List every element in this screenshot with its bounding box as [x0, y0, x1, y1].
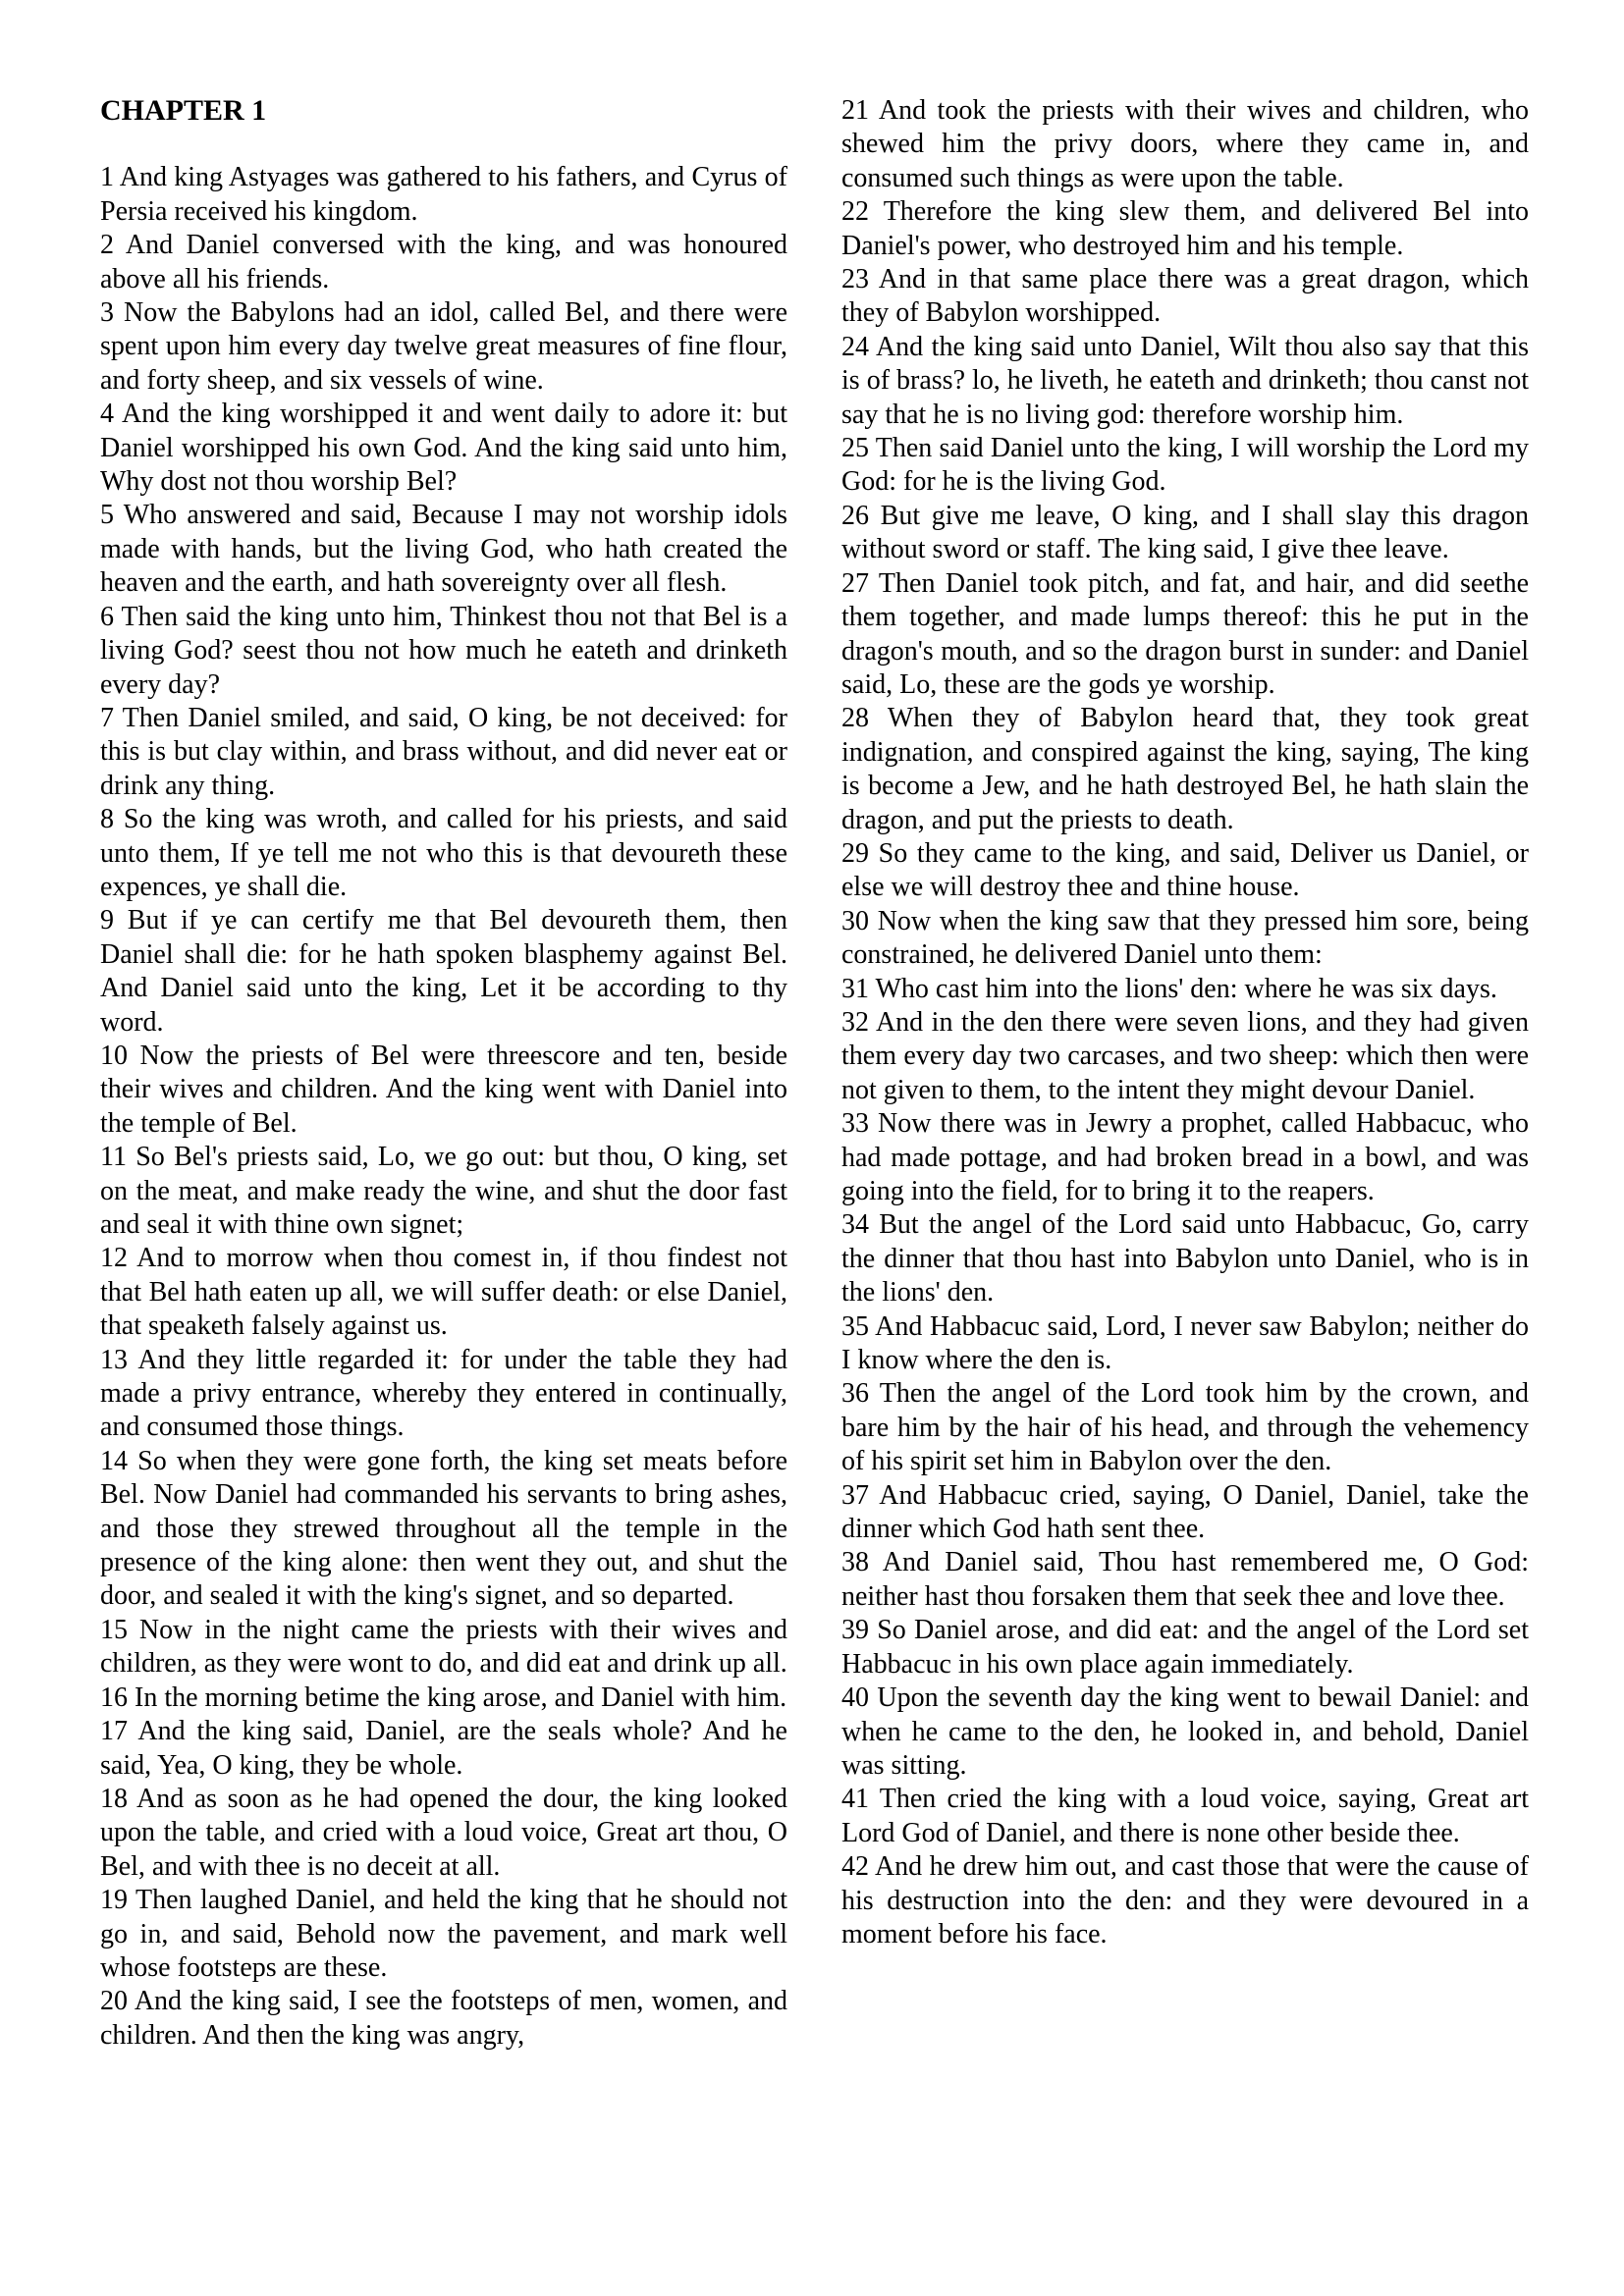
verse-19: 19 Then laughed Daniel, and held the king that he should not go in, and said, Behold now the pavement, and mark well whose footsteps are these. [100, 1885, 787, 1983]
verse-28: 28 When they of Babylon heard that, they took great indignation, and conspired against the king, saying, The king is become a Jew, and he hath destroyed Bel, he hath slain the dragon, and put the priests to death. [841, 703, 1529, 835]
verse-24: 24 And the king said unto Daniel, Wilt thou also say that this is of brass? lo, he liveth, he eateth and drinketh; thou canst not say that he is no living god: therefore worship him. [841, 331, 1529, 430]
verse-20: 20 And the king said, I see the footsteps of men, women, and children. And then the king was angry, [100, 1986, 787, 2051]
verse-1: 1 And king Astyages was gathered to his fathers, and Cyrus of Persia received his kingdom. [100, 162, 787, 227]
verse-25: 25 Then said Daniel unto the king, I will worship the Lord my God: for he is the living God. [841, 433, 1529, 498]
verse-31: 31 Who cast him into the lions' den: where he was six days. [841, 973, 1497, 1004]
verse-9: 9 But if ye can certify me that Bel devoureth them, then Daniel shall die: for he hath spoken blasphemy against Bel. And Daniel said unto the king, Let it be according to thy word. [100, 905, 787, 1038]
verse-18: 18 And as soon as he had opened the dour, the king looked upon the table, and cried with a loud voice, Great art thou, O Bel, and with thee is no deceit at all. [100, 1783, 787, 1882]
right-column [841, 94, 1529, 1951]
verse-27: 27 Then Daniel took pitch, and fat, and hair, and did seethe them together, and made lumps thereof: this he put in the dragon's mouth, and so the dragon burst in sunder: and Daniel said, Lo, these are the gods ye worship. [841, 567, 1529, 700]
verse-14: 14 So when they were gone forth, the king set meats before Bel. Now Daniel had commanded his servants to bring ashes, and those they strewed throughout all the temple in the presence of the king alone: then went they out, and shut the door, and sealed it with the king's signet, and so departed. [100, 1445, 787, 1612]
verse-6: 6 Then said the king unto him, Thinkest thou not that Bel is a living God? seest thou not how much he eateth and drinketh every day? [100, 601, 787, 700]
verse-42: 42 And he drew him out, and cast those that were the cause of his destruction into the den: and they were devoured in a moment before his face. [841, 1851, 1529, 1949]
verse-17: 17 And the king said, Daniel, are the seals whole? And he said, Yea, O king, they be whole. [100, 1716, 787, 1781]
verse-37: 37 And Habbacuc cried, saying, O Daniel, Daniel, take the dinner which God hath sent thee. [841, 1479, 1529, 1545]
verse-7: 7 Then Daniel smiled, and said, O king, be not deceived: for this is but clay within, and brass without, and did never eat or drink any thing. [100, 702, 787, 801]
verse-8: 8 So the king was wroth, and called for his priests, and said unto them, If ye tell me not who this is that devoureth these expences, ye shall die. [100, 804, 787, 902]
verse-41: 41 Then cried the king with a loud voice, saying, Great art Lord God of Daniel, and there is none other beside thee. [841, 1784, 1529, 1848]
verse-16: 16 In the morning betime the king arose, and Daniel with him. [100, 1682, 787, 1713]
left-column [100, 94, 787, 2053]
verse-22: 22 Therefore the king slew them, and delivered Bel into Daniel's power, who destroyed him and his temple. [841, 196, 1529, 261]
verse-13: 13 And they little regarded it: for under the table they had made a privy entrance, whereby they entered in continually, and consumed those things. [100, 1344, 787, 1443]
verse-2: 2 And Daniel conversed with the king, and was honoured above all his friends. [100, 230, 787, 294]
verse-10: 10 Now the priests of Bel were threescore and ten, beside their wives and children. And the king went with Daniel into the temple of Bel. [100, 1040, 787, 1139]
verse-36: 36 Then the angel of the Lord took him by the crown, and bare him by the hair of his head, and through the vehemency of his spirit set him in Babylon over the den. [841, 1378, 1529, 1477]
verse-38: 38 And Daniel said, Thou hast remembered me, O God: neither hast thou forsaken them that seek thee and love thee. [841, 1547, 1529, 1612]
verse-39: 39 So Daniel arose, and did eat: and the angel of the Lord set Habbacuc in his own place again immediately. [841, 1615, 1529, 1680]
verse-26: 26 But give me leave, O king, and I shall slay this dragon without sword or staff. The king said, I give thee leave. [841, 500, 1529, 565]
verse-29: 29 So they came to the king, and said, Deliver us Daniel, or else we will destroy thee and thine house. [841, 837, 1529, 903]
verse-30: 30 Now when the king saw that they pressed him sore, being constrained, he delivered Daniel unto them: [841, 905, 1529, 971]
verse-3: 3 Now the Babylons had an idol, called Bel, and there were spent upon him every day twelve great measures of fine flour, and forty sheep, and six vessels of wine. [100, 297, 787, 396]
chapter-heading: CHAPTER 1 [100, 94, 267, 127]
verse-5: 5 Who answered and said, Because I may not worship idols made with hands, but the living God, who hath created the heaven and the earth, and hath sovereignty over all flesh. [100, 500, 787, 599]
verse-15: 15 Now in the night came the priests with their wives and children, as they were wont to do, and did eat and drink up all. [100, 1614, 787, 1680]
verse-32: 32 And in the den there were seven lions, and they had given them every day two carcases, and two sheep: which then were not given to them, to the intent they might devour Daniel. [841, 1006, 1529, 1105]
verse-11: 11 So Bel's priests said, Lo, we go out: but thou, O king, set on the meat, and make ready the wine, and shut the door fast and seal it with thine own signet; [100, 1142, 787, 1240]
verse-4: 4 And the king worshipped it and went daily to adore it: but Daniel worshipped his own God. And the king said unto him, Why dost not thou worship Bel? [100, 399, 787, 498]
verse-12: 12 And to morrow when thou comest in, if thou findest not that Bel hath eaten up all, we will suffer death: or else Daniel, that speaketh falsely against us. [100, 1243, 787, 1342]
verse-34: 34 But the angel of the Lord said unto Habbacuc, Go, carry the dinner that thou hast into Babylon unto Daniel, who is in the lions' den. [841, 1209, 1529, 1308]
verse-40: 40 Upon the seventh day the king went to bewail Daniel: and when he came to the den, he looked in, and behold, Daniel was sitting. [841, 1682, 1529, 1781]
verse-21: 21 And took the priests with their wives and children, who shewed him the privy doors, where they came in, and consumed such things as were upon the table. [841, 95, 1529, 193]
verse-35: 35 And Habbacuc said, Lord, I never saw Babylon; neither do I know where the den is. [841, 1310, 1529, 1376]
verse-23: 23 And in that same place there was a great dragon, which they of Babylon worshipped. [841, 264, 1529, 329]
verse-33: 33 Now there was in Jewry a prophet, called Habbacuc, who had made pottage, and had broken bread in a bowl, and was going into the field, for to bring it to the reapers. [841, 1108, 1529, 1206]
